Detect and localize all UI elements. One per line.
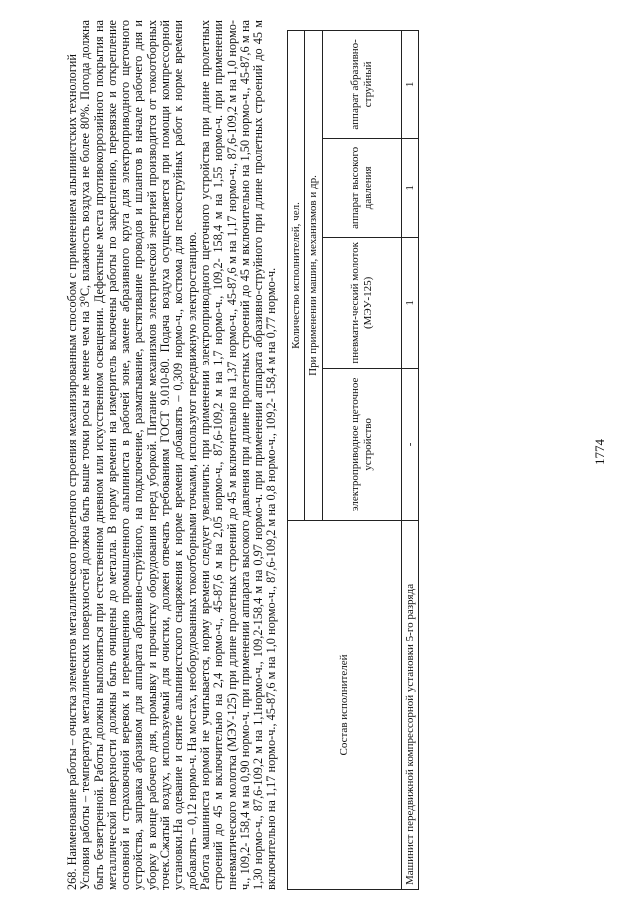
rotated-page-content bbox=[66, 20, 556, 890]
col-machines-subheader: При применении машин, механизмов и др. bbox=[305, 31, 323, 521]
machine-header: пневмати-ческий молоток (МЭУ-125) bbox=[322, 237, 401, 368]
value-cell: 1 bbox=[401, 237, 419, 368]
col-role-header: Состав исполнителей bbox=[287, 521, 401, 890]
machine-header: аппарат абразивно-струйный bbox=[322, 31, 401, 139]
value-cell: 1 bbox=[401, 138, 419, 237]
role-cell: Машинист передвижной компрессорной установки 5-го разряда bbox=[401, 521, 419, 890]
work-title: 268. Наименование работы – очистка элементов металлического пролетного строения механизированным способом с применением альпинистских технологий bbox=[65, 54, 79, 890]
page-number: 1774 bbox=[592, 439, 607, 465]
col-quantity-header: Количество исполнителей, чел. bbox=[287, 31, 305, 521]
machine-header: электроприводное щеточное устройство bbox=[322, 368, 401, 520]
value-cell: - bbox=[401, 368, 419, 520]
value-cell: 1 bbox=[401, 31, 419, 139]
table-row bbox=[401, 31, 419, 890]
machine-header: аппарат высокого давления bbox=[322, 138, 401, 237]
staff-table bbox=[287, 30, 420, 890]
machinist-paragraph: Работа машиниста нормой не учитывается, норму времени следует увеличить: при применении электроприводного щеточного устройства при длине пролетных строений до 45 м включительно на 2,4 нормо-ч., 45-87,6 м на 2,05 нормо-ч., 87,6-109,2 м на 1,7 нормо-ч., 109,2- 158,4 м на 1,55 нормо-ч. при применении пневматического молотка (МЭУ-125) при длине пролетных строений до 45 м включительно на 1,37 нормо-ч., 45-87,6 м на 1,17 нормо-ч., 87,6-109,2 м на 1,0 нормо-ч., 109,2- 158,4 м на 0,90 нормо-ч. при применении аппарата высокого давления при длине пролетных строений до 45 м включительно на 1,50 нормо-ч., 45-87,6 м на 1,30 нормо-ч., 87,6-109,2 м на 1,1нормо-ч., 109,2-158,4 м на 0,97 нормо-ч. при применении аппарата абразивно-струйного при длине пролетных строений до 45 м включительно на 1,17 нормо-ч., 45-87,6 м на 1,0 нормо-ч., 87,6-109,2 м на 0,8 нормо-ч., 109,2- 158,4 м на 0,77 нормо-ч. bbox=[197, 20, 279, 890]
work-conditions-paragraph: Условия работы – температура металлических поверхностей должна быть выше точки росы не менее чем на 3⁰С, влажность воздуха не более 80%. Погода должна быть безветренной. Работы должны выполняться при естественном дневном или искусственном освещении. Дефектные места противокоррозийного покрытия на металлической поверхности должны быть очищены до металла. В норму времени на измеритель включены работы по закреплению, перевязке и открепление основной и страховочной веревок и перемещению промышленного альпиниста в рабочей зоне, замене абразивного круга для электроприводного щеточного устройства, заправка абразивом для аппарата абразивно-струйного, на подключение, разматывание, растягивание проводов и шлангов в начале рабочего дня и уборку в конце рабочего дня, промывку и прочистку оборудования перед уборкой. Питание механизмов электрической энергией производится от токоотборных точек.Сжатый воздух, используемый для очистки, должен отвечать требованиям ГОСТ 9.010-80. Подача воздуха осуществляется при помощи компрессорной установки.На одевание и снятие альпинистского снаряжения к норме времени добавлять – 0,309 нормо-ч., костюма для пескоструйных работ к норме времени добавлять – 0,12 нормо-ч. На мостах, необорудованных токоотборными точками, используют передвижную электростанцию. bbox=[78, 20, 199, 890]
table-header-row bbox=[287, 31, 305, 890]
